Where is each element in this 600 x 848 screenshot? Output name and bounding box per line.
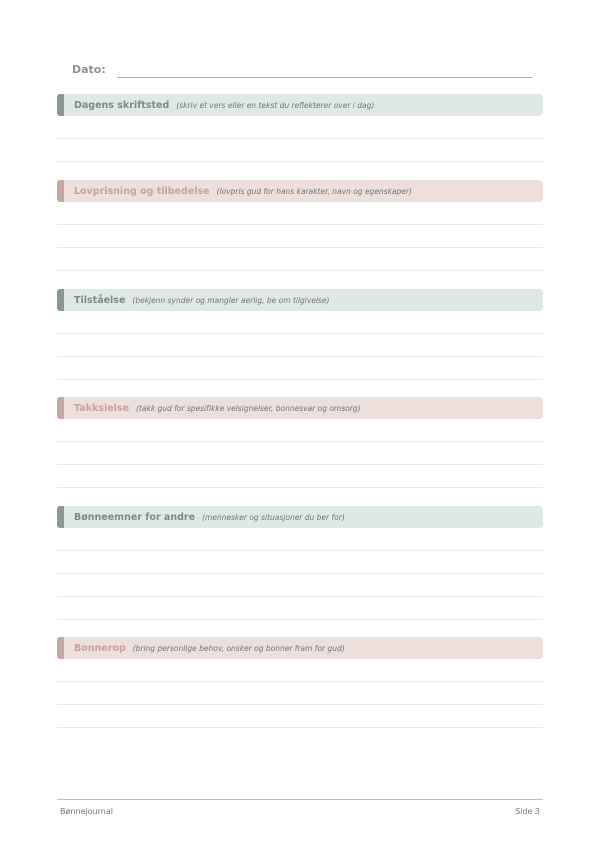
section-header bbox=[57, 506, 543, 528]
writing-line[interactable] bbox=[57, 551, 543, 574]
section-header bbox=[57, 180, 543, 202]
section-accent-bar bbox=[57, 94, 64, 116]
writing-line[interactable] bbox=[57, 357, 543, 380]
section-intercession bbox=[57, 506, 543, 620]
section-accent-bar bbox=[57, 506, 64, 528]
writing-line[interactable] bbox=[57, 419, 543, 442]
section-title: Dagens skriftsted bbox=[74, 99, 170, 111]
section-petition bbox=[57, 637, 543, 728]
section-accent-bar bbox=[57, 289, 64, 311]
writing-line[interactable] bbox=[57, 465, 543, 488]
writing-line[interactable] bbox=[57, 311, 543, 334]
date-label: Dato: bbox=[72, 63, 106, 76]
writing-line[interactable] bbox=[57, 116, 543, 139]
section-header bbox=[57, 289, 543, 311]
writing-line[interactable] bbox=[57, 528, 543, 551]
writing-line[interactable] bbox=[57, 659, 543, 682]
writing-line[interactable] bbox=[57, 248, 543, 271]
section-thanksgiving bbox=[57, 397, 543, 488]
section-title: Tilståelse bbox=[74, 294, 126, 306]
section-praise bbox=[57, 180, 543, 271]
writing-line[interactable] bbox=[57, 442, 543, 465]
writing-line[interactable] bbox=[57, 597, 543, 620]
section-header bbox=[57, 397, 543, 419]
section-hint: (bring personlige behov, onsker og bonner fram for gud) bbox=[132, 643, 345, 653]
writing-line[interactable] bbox=[57, 202, 543, 225]
writing-line[interactable] bbox=[57, 225, 543, 248]
writing-line[interactable] bbox=[57, 139, 543, 162]
section-hint: (skriv et vers eller en tekst du reflekterer over i dag) bbox=[176, 100, 375, 110]
section-scripture bbox=[57, 94, 543, 162]
section-accent-bar bbox=[57, 637, 64, 659]
writing-line[interactable] bbox=[57, 705, 543, 728]
writing-line[interactable] bbox=[57, 574, 543, 597]
date-input-line[interactable] bbox=[117, 77, 532, 78]
section-confession bbox=[57, 289, 543, 380]
section-title: Lovprisning og tilbedelse bbox=[74, 185, 210, 197]
section-hint: (takk gud for spesifikke velsignelser, bonnesvar og omsorg) bbox=[136, 403, 361, 413]
date-row bbox=[72, 62, 532, 80]
footer-divider bbox=[57, 799, 543, 800]
section-accent-bar bbox=[57, 180, 64, 202]
section-header bbox=[57, 94, 543, 116]
section-hint: (lovpris gud for hans karakter, navn og egenskaper) bbox=[216, 186, 412, 196]
section-hint: (mennesker og situasjoner du ber for) bbox=[202, 512, 345, 522]
section-accent-bar bbox=[57, 397, 64, 419]
section-hint: (bekjenn synder og mangler aerlig, be om tilgivelse) bbox=[132, 295, 330, 305]
writing-line[interactable] bbox=[57, 682, 543, 705]
section-header bbox=[57, 637, 543, 659]
section-title: Takksielse bbox=[74, 402, 130, 414]
footer-journal-title: Bønnejournal bbox=[60, 807, 113, 816]
section-title: Bønneemner for andre bbox=[74, 511, 196, 523]
section-title: Bonnerop bbox=[74, 642, 126, 654]
writing-line[interactable] bbox=[57, 334, 543, 357]
footer-page-number: Side 3 bbox=[515, 807, 540, 816]
